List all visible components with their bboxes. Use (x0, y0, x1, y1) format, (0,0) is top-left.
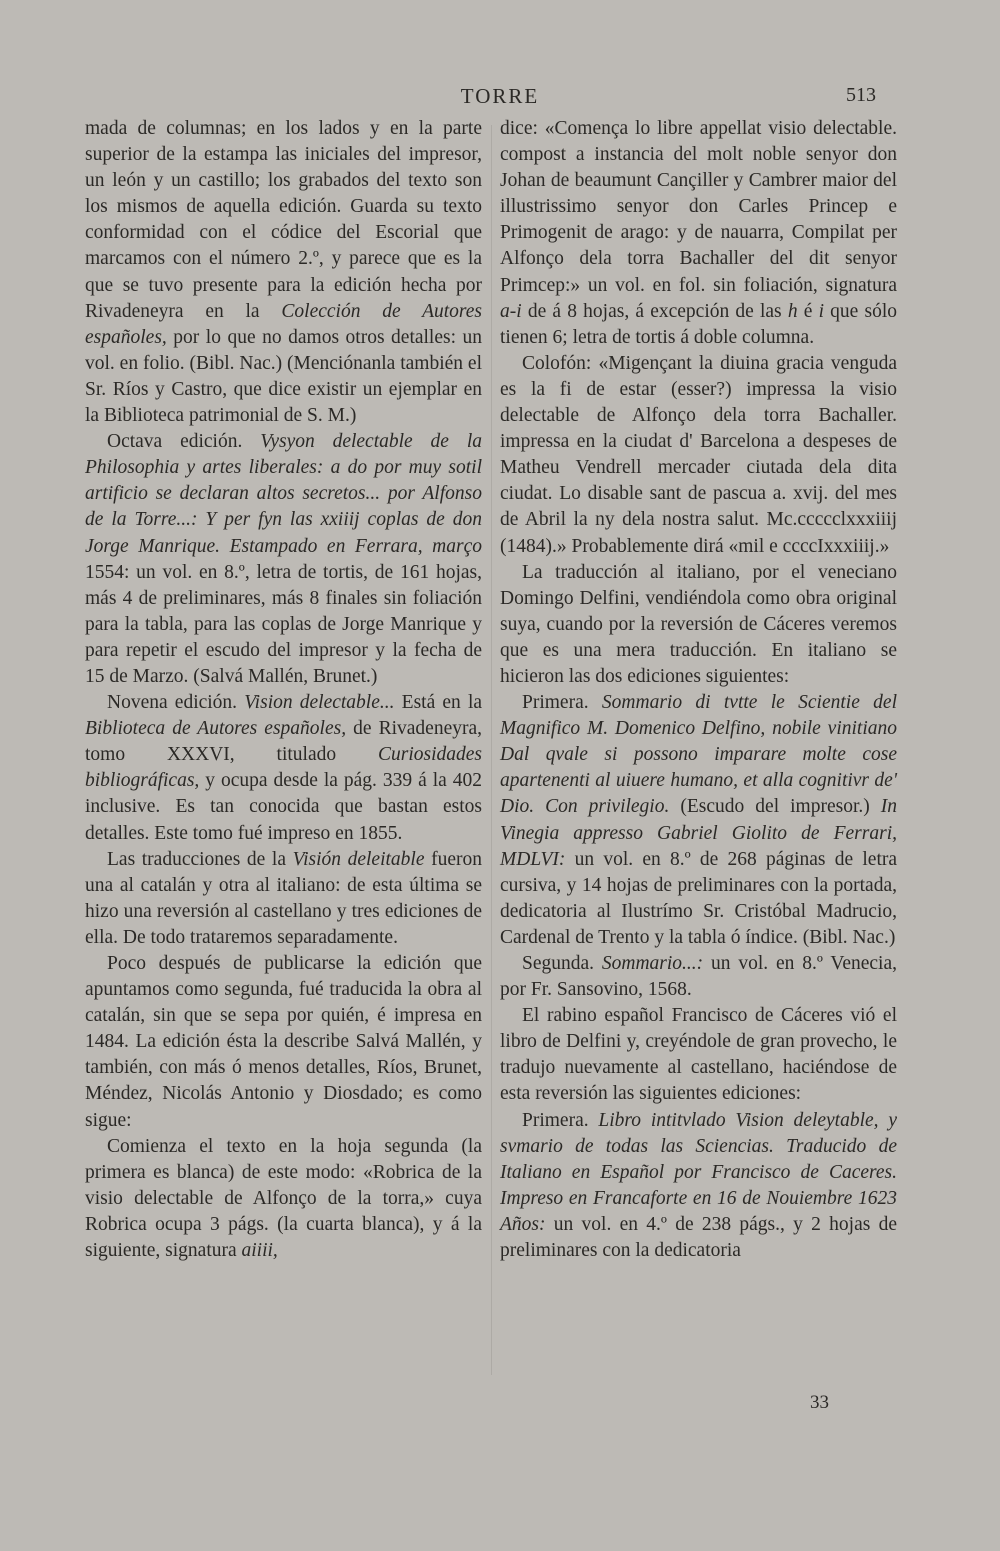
italic-title: a-i (500, 300, 522, 322)
text-run: Las traducciones de la (107, 848, 286, 870)
text-run: fueron una al catalán y otra al italiano: de esta última se hizo una reversión al castellano y tres ediciones de ella. De todo trataremos separadamente. (85, 848, 483, 948)
paragraph (500, 560, 897, 690)
italic-title: Curiosidades bibliográficas, (85, 744, 482, 792)
text-run: un vol. en 4.º de 238 págs., y 2 hojas de preliminares con la dedicatoria (500, 1213, 897, 1262)
italic-title: Sommario di tvtte le Scientie del Magnifico M. Domenico Delfino, nobile vinitiano Dal qvale si possono imparare molte cose apartenenti al uiuere humano, et alla cognitivr de' Dio. Con privilegio. (500, 692, 897, 818)
italic-title: Vysyon delectable de la Philosophia y artes liberales: a do por muy sotil artificio se declaran altos secretos... por Alfonso de la Torre...: Y per fyn las xxiiij coplas de don Jorge Manrique. Estampado en Ferrara, março (85, 431, 482, 557)
text-run: Segunda. (522, 953, 595, 974)
paragraph (500, 1003, 897, 1107)
italic-title: aiiii, (241, 1240, 278, 1262)
left-column (85, 116, 482, 1264)
paragraph (85, 429, 482, 690)
paragraph (85, 951, 482, 1134)
text-run: Octava edición. (107, 431, 243, 453)
italic-title: Vision delectable... (244, 692, 395, 714)
text-run: que sólo tienen 6; letra de tortis á doble columna. (500, 300, 898, 348)
right-column (500, 116, 897, 1264)
running-title: TORRE (460, 84, 540, 108)
text-run: Está en la (401, 692, 483, 714)
italic-title: In Vinegia appresso Gabriel Giolito de Ferrari, MDLVI: (500, 796, 897, 870)
text-run: de á 8 hojas, á excepción de las (527, 300, 782, 322)
text-run: y ocupa desde la pág. 339 á la 402 inclusive. Es tan conocida que bastan estos detalles. Este tomo fué impreso en 1855. (85, 770, 482, 844)
text-run: Primera. (522, 1109, 589, 1131)
italic-title: i (818, 300, 824, 322)
text-run: un vol. en 8.º Venecia, por Fr. Sansovino, 1568. (500, 953, 897, 1001)
page-header (0, 84, 1000, 112)
page-number: 513 (846, 84, 876, 106)
text-run: mada de columnas; en los lados y en la parte superior de la estampa las iniciales del impresor, un león y un castillo; los grabados del texto son los mismos de aquella edición. Guarda su texto conformidad con el códice del Escorial que marcamos con el número 2.º, y parece que es la que se tuvo presente para la edición hecha por Rivadeneyra en la (85, 118, 482, 322)
paragraph (500, 1108, 897, 1265)
text-run: Novena edición. (107, 692, 238, 714)
column-divider (491, 125, 492, 1375)
text-run: un vol. en 8.º de 268 páginas de letra cursiva, y 14 hojas de preliminares con la portada, dedicatoria al Ilustrímo Sr. Cristóbal Madrucio, Cardenal de Trento y la tabla ó índice. (Bibl. Nac.) (500, 848, 898, 948)
text-run: Colofón: «Migençant la diuina gracia venguda es la fi de estar (esser?) impressa la visio delectable de Alfonço dela torra Bachaller. impressa en la ciudat d' Barcelona a despeses de Matheu Vendrell mercader ciutada dela dita ciudat. Lo disable sant de pascua a. xvij. del mes de Abril la ny dela nostra salut. Mc.ccccclxxxiiij (1484).» Probablemente dirá «mil e ccccIxxxiiij.» (500, 352, 897, 557)
italic-title: h (787, 300, 798, 322)
text-run: de Rivadeneyra, tomo XXXVI, titulado (85, 718, 483, 766)
text-run: (Escudo del impresor.) (680, 796, 870, 818)
paragraph (85, 116, 482, 429)
text-run: Poco después de publicarse la edición que apuntamos como segunda, fué traducida la obra al catalán, sin que se sepa por quién, é impresa en 1484. La edición ésta la describe Salvá Mallén, y también, con más ó menos detalles, Ríos, Brunet, Méndez, Nicolás Antonio y Diosdado; es como sigue: (85, 953, 482, 1131)
paragraph (500, 116, 897, 351)
signature-mark: 33 (810, 1392, 829, 1413)
italic-title: Sommario...: (601, 953, 704, 974)
paragraph (500, 690, 897, 951)
text-run: dice: «Comença lo libre appellat visio delectable. compost a instancia del molt noble senyor don Johan de beaumunt Cançiller y Cambrer maior del illustrissimo senyor don Carles Princep e Primogenit de arago: y de nauarra, Compilat per Alfonço dela torra Bachaller del dit senyor Primcep:» un vol. en fol. sin foliación, signatura (500, 118, 897, 296)
text-run: Comienza el texto en la hoja segunda (la primera es blanca) de este modo: «Robrica de la visio delectable de Alfonço de la torra,» cuya Robrica ocupa 3 págs. (la cuarta blanca), y á la siguiente, signatura (85, 1135, 482, 1262)
paragraph (85, 847, 482, 951)
italic-title: Libro intitvlado Vision deleytable, y svmario de todas las Sciencias. Traducido de Italiano en Español por Francisco de Caceres. Impreso en Francaforte en 16 de Nouiembre 1623 Años: (500, 1109, 897, 1235)
text-run: 1554: un vol. en 8.º, letra de tortis, de 161 hojas, más 4 de preliminares, más 8 finales sin foliación para la tabla, para las coplas de Jorge Manrique y para repetir el escudo del impresor y la fecha de 15 de Marzo. (Salvá Mallén, Brunet.) (85, 561, 482, 687)
italic-title: Biblioteca de Autores españoles, (85, 718, 347, 740)
text-run: por lo que no damos otros detalles: un vol. en folio. (Bibl. Nac.) (Menciónanla también el Sr. Ríos y Castro, que dice existir un ejemplar en la Biblioteca patrimonial de S. M.) (85, 326, 483, 427)
text-run: El rabino español Francisco de Cáceres vió el libro de Delfini y, creyéndole de gran provecho, le tradujo nuevamente al castellano, haciéndose de esta reversión las siguientes ediciones: (500, 1005, 897, 1105)
italic-title: Colección de Autores españoles, (85, 300, 483, 348)
paragraph (500, 951, 897, 1003)
paragraph (85, 1134, 482, 1264)
italic-title: Visión deleitable (292, 848, 425, 870)
text-run: La traducción al italiano, por el veneciano Domingo Delfini, vendiéndola como obra original suya, cuando por la reversión de Cáceres veremos que es una mera traducción. En italiano se hicieron las dos ediciones siguientes: (500, 561, 897, 687)
text-run: é (803, 300, 813, 322)
paragraph (85, 690, 482, 847)
text-run: Primera. (522, 692, 589, 714)
paragraph (500, 351, 897, 560)
